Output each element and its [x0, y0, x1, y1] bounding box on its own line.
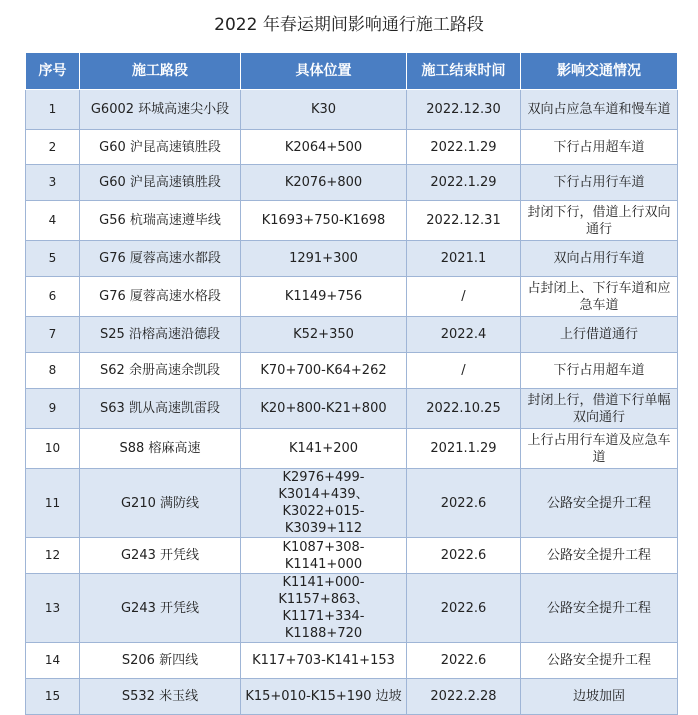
- cell-impact: 公路安全提升工程: [521, 643, 678, 679]
- cell-location: K30: [241, 90, 407, 130]
- cell-location: K1141+000-K1157+863、K1171+334-K1188+720: [241, 574, 407, 643]
- cell-impact: 双向占应急车道和慢车道: [521, 90, 678, 130]
- cell-location: K117+703-K141+153: [241, 643, 407, 679]
- cell-end-time: 2022.2.28: [407, 679, 521, 715]
- cell-end-time: 2022.6: [407, 469, 521, 538]
- table-row: [26, 574, 678, 643]
- cell-no: 2: [26, 130, 80, 165]
- cell-end-time: 2022.12.31: [407, 201, 521, 241]
- cell-no: 15: [26, 679, 80, 715]
- table-row: [26, 469, 678, 538]
- cell-road: G60 沪昆高速镇胜段: [80, 165, 241, 201]
- cell-impact: 公路安全提升工程: [521, 469, 678, 538]
- cell-end-time: 2022.10.25: [407, 389, 521, 429]
- table-row: [26, 643, 678, 679]
- cell-road: S206 新四线: [80, 643, 241, 679]
- cell-location: K70+700-K64+262: [241, 353, 407, 389]
- table-row: [26, 165, 678, 201]
- cell-end-time: 2022.1.29: [407, 165, 521, 201]
- table-row: [26, 277, 678, 317]
- table-row: [26, 389, 678, 429]
- cell-end-time: /: [407, 277, 521, 317]
- cell-location: K1693+750-K1698: [241, 201, 407, 241]
- cell-impact: 公路安全提升工程: [521, 538, 678, 574]
- cell-impact: 下行占用超车道: [521, 353, 678, 389]
- header-end-time: 施工结束时间: [407, 53, 521, 90]
- cell-road: G76 厦蓉高速水格段: [80, 277, 241, 317]
- cell-impact: 封闭上行，借道下行单幅双向通行: [521, 389, 678, 429]
- cell-impact: 封闭下行，借道上行双向通行: [521, 201, 678, 241]
- cell-end-time: 2022.6: [407, 574, 521, 643]
- cell-location: K20+800-K21+800: [241, 389, 407, 429]
- cell-no: 4: [26, 201, 80, 241]
- cell-end-time: 2022.4: [407, 317, 521, 353]
- cell-end-time: 2021.1.29: [407, 429, 521, 469]
- table-row: [26, 130, 678, 165]
- cell-impact: 双向占用行车道: [521, 241, 678, 277]
- cell-no: 3: [26, 165, 80, 201]
- cell-road: S62 余册高速余凯段: [80, 353, 241, 389]
- cell-road: G243 开凭线: [80, 538, 241, 574]
- cell-no: 9: [26, 389, 80, 429]
- cell-road: S63 凯从高速凯雷段: [80, 389, 241, 429]
- page-title: 2022 年春运期间影响通行施工路段: [214, 15, 484, 35]
- cell-location: K1149+756: [241, 277, 407, 317]
- header-road: 施工路段: [80, 53, 241, 90]
- cell-road: S88 榕麻高速: [80, 429, 241, 469]
- cell-location: K1087+308-K1141+000: [241, 538, 407, 574]
- cell-no: 8: [26, 353, 80, 389]
- cell-road: G243 开凭线: [80, 574, 241, 643]
- cell-impact: 边坡加固: [521, 679, 678, 715]
- cell-end-time: 2022.12.30: [407, 90, 521, 130]
- table-row: [26, 538, 678, 574]
- cell-impact: 占封闭上、下行车道和应急车道: [521, 277, 678, 317]
- table-header-row: [26, 53, 678, 90]
- cell-no: 12: [26, 538, 80, 574]
- cell-location: K52+350: [241, 317, 407, 353]
- cell-location: K141+200: [241, 429, 407, 469]
- table-row: [26, 317, 678, 353]
- header-impact: 影响交通情况: [521, 53, 678, 90]
- cell-location: K2976+499-K3014+439、K3022+015-K3039+112: [241, 469, 407, 538]
- cell-road: G6002 环城高速尖小段: [80, 90, 241, 130]
- cell-road: G76 厦蓉高速水都段: [80, 241, 241, 277]
- cell-impact: 上行借道通行: [521, 317, 678, 353]
- cell-impact: 下行占用行车道: [521, 165, 678, 201]
- cell-no: 11: [26, 469, 80, 538]
- cell-location: K2076+800: [241, 165, 407, 201]
- cell-location: K2064+500: [241, 130, 407, 165]
- cell-location: 1291+300: [241, 241, 407, 277]
- cell-road: S532 米玉线: [80, 679, 241, 715]
- cell-road: S25 沿榕高速沿德段: [80, 317, 241, 353]
- cell-road: G210 满防线: [80, 469, 241, 538]
- table-row: [26, 429, 678, 469]
- table-row: [26, 353, 678, 389]
- cell-road: G60 沪昆高速镇胜段: [80, 130, 241, 165]
- cell-no: 6: [26, 277, 80, 317]
- cell-impact: 公路安全提升工程: [521, 574, 678, 643]
- construction-table: [25, 52, 678, 715]
- header-no: 序号: [26, 53, 80, 90]
- cell-no: 1: [26, 90, 80, 130]
- table-row: [26, 90, 678, 130]
- cell-no: 7: [26, 317, 80, 353]
- cell-impact: 上行占用行车道及应急车道: [521, 429, 678, 469]
- cell-no: 14: [26, 643, 80, 679]
- cell-impact: 下行占用超车道: [521, 130, 678, 165]
- cell-location: K15+010-K15+190 边坡: [241, 679, 407, 715]
- table-row: [26, 201, 678, 241]
- cell-road: G56 杭瑞高速遵毕线: [80, 201, 241, 241]
- cell-end-time: /: [407, 353, 521, 389]
- cell-no: 10: [26, 429, 80, 469]
- cell-no: 13: [26, 574, 80, 643]
- table-row: [26, 241, 678, 277]
- cell-end-time: 2022.1.29: [407, 130, 521, 165]
- header-location: 具体位置: [241, 53, 407, 90]
- cell-end-time: 2021.1: [407, 241, 521, 277]
- cell-end-time: 2022.6: [407, 643, 521, 679]
- cell-no: 5: [26, 241, 80, 277]
- cell-end-time: 2022.6: [407, 538, 521, 574]
- table-row: [26, 679, 678, 715]
